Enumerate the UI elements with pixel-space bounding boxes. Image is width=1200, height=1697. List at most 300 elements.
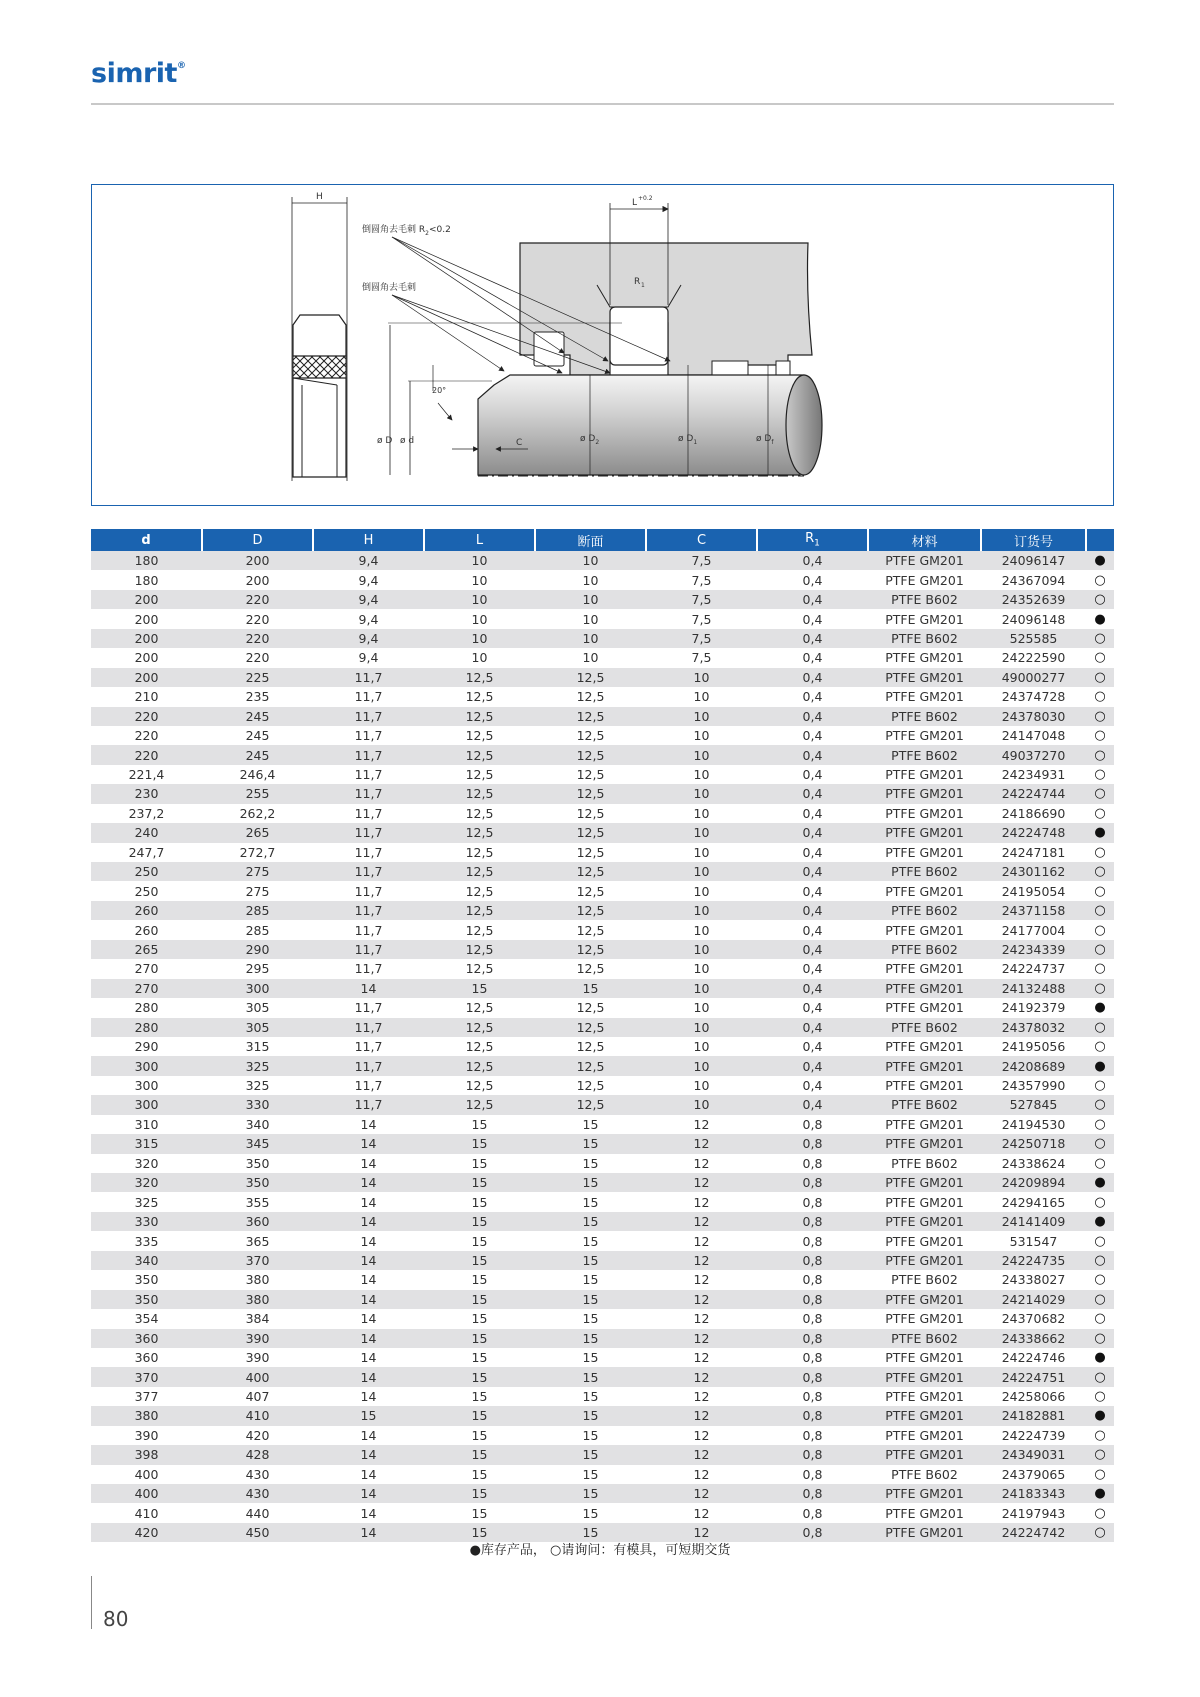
col-header-R1: $R_1$ <box>757 529 868 551</box>
cell-material: PTFE GM201 <box>868 1231 981 1250</box>
cell-D: 235 <box>202 687 313 706</box>
cell-order-number: 24378032 <box>981 1018 1086 1037</box>
table-row <box>91 551 1114 570</box>
page-number: 80 <box>103 1607 129 1631</box>
dim-L-tol: +0.2 <box>638 195 653 202</box>
cell-L: 15 <box>424 1192 535 1211</box>
cell-section: 12,5 <box>535 862 646 881</box>
cell-d: 398 <box>91 1445 202 1464</box>
cell-material: PTFE GM201 <box>868 1426 981 1445</box>
cell-H: 9,4 <box>313 609 424 628</box>
cell-R1: 0,8 <box>757 1484 868 1503</box>
cell-C: 7,5 <box>646 551 757 570</box>
table-row <box>91 1231 1114 1250</box>
table-row <box>91 881 1114 900</box>
cell-C: 12 <box>646 1290 757 1309</box>
cell-C: 10 <box>646 940 757 959</box>
table-row <box>91 940 1114 959</box>
cell-d: 247,7 <box>91 843 202 862</box>
cell-order-number: 24194530 <box>981 1115 1086 1134</box>
cell-order-number: 24195056 <box>981 1037 1086 1056</box>
cell-C: 10 <box>646 784 757 803</box>
table-row <box>91 1348 1114 1367</box>
cell-C: 10 <box>646 862 757 881</box>
cell-section: 10 <box>535 570 646 589</box>
table-row <box>91 1503 1114 1522</box>
cell-H: 14 <box>313 1192 424 1211</box>
cell-order-number: 24183343 <box>981 1484 1086 1503</box>
header-divider <box>91 103 1114 105</box>
cell-C: 12 <box>646 1523 757 1542</box>
cell-material: PTFE GM201 <box>868 1076 981 1095</box>
cell-order-number: 24224737 <box>981 959 1086 978</box>
cell-material: PTFE GM201 <box>868 1406 981 1425</box>
cell-C: 12 <box>646 1134 757 1153</box>
table-row <box>91 1018 1114 1037</box>
cell-H: 9,4 <box>313 648 424 667</box>
dim-Df: ø $D_f$ <box>756 434 774 446</box>
cell-material: PTFE GM201 <box>868 668 981 687</box>
cell-D: 255 <box>202 784 313 803</box>
cell-D: 285 <box>202 901 313 920</box>
cell-C: 10 <box>646 668 757 687</box>
cell-H: 11,7 <box>313 687 424 706</box>
cell-H: 14 <box>313 979 424 998</box>
cell-D: 225 <box>202 668 313 687</box>
cell-d: 290 <box>91 1037 202 1056</box>
cell-H: 14 <box>313 1426 424 1445</box>
cell-d: 420 <box>91 1523 202 1542</box>
cell-d: 180 <box>91 570 202 589</box>
table-row <box>91 765 1114 784</box>
cell-order-number: 24224746 <box>981 1348 1086 1367</box>
cell-R1: 0,8 <box>757 1154 868 1173</box>
cell-d: 200 <box>91 590 202 609</box>
cell-material: PTFE GM201 <box>868 648 981 667</box>
cell-C: 12 <box>646 1445 757 1464</box>
cell-availability: ○ <box>1086 765 1114 784</box>
cell-section: 15 <box>535 1231 646 1250</box>
cell-L: 10 <box>424 570 535 589</box>
cell-D: 220 <box>202 629 313 648</box>
cell-order-number: 24186690 <box>981 804 1086 823</box>
cell-R1: 0,8 <box>757 1406 868 1425</box>
cell-H: 14 <box>313 1445 424 1464</box>
cell-availability: ● <box>1086 551 1114 570</box>
cell-section: 15 <box>535 1523 646 1542</box>
cell-L: 15 <box>424 1154 535 1173</box>
cell-availability: ○ <box>1086 570 1114 589</box>
cell-R1: 0,8 <box>757 1523 868 1542</box>
cell-availability: ○ <box>1086 1387 1114 1406</box>
cell-order-number: 24247181 <box>981 843 1086 862</box>
table-header-row <box>91 529 1114 551</box>
cell-order-number: 24192379 <box>981 998 1086 1017</box>
dim-D1: ø $D_1$ <box>678 434 698 446</box>
cell-order-number: 24352639 <box>981 590 1086 609</box>
cell-L: 15 <box>424 1231 535 1250</box>
cell-section: 12,5 <box>535 959 646 978</box>
cell-C: 10 <box>646 1018 757 1037</box>
cell-R1: 0,8 <box>757 1348 868 1367</box>
table-row <box>91 1251 1114 1270</box>
cell-D: 450 <box>202 1523 313 1542</box>
cell-H: 11,7 <box>313 1037 424 1056</box>
cell-L: 10 <box>424 629 535 648</box>
cell-R1: 0,4 <box>757 959 868 978</box>
cell-material: PTFE GM201 <box>868 765 981 784</box>
cell-H: 14 <box>313 1251 424 1270</box>
cell-L: 12,5 <box>424 784 535 803</box>
cell-order-number: 24338027 <box>981 1270 1086 1289</box>
cell-L: 10 <box>424 551 535 570</box>
cell-availability: ● <box>1086 1173 1114 1192</box>
cell-C: 10 <box>646 920 757 939</box>
seal-installation-diagram <box>91 184 1114 506</box>
cell-R1: 0,4 <box>757 1037 868 1056</box>
cell-R1: 0,8 <box>757 1329 868 1348</box>
cell-R1: 0,4 <box>757 920 868 939</box>
cell-section: 15 <box>535 1309 646 1328</box>
cell-availability: ○ <box>1086 1231 1114 1250</box>
cell-C: 10 <box>646 881 757 900</box>
cell-R1: 0,8 <box>757 1445 868 1464</box>
cell-section: 15 <box>535 1173 646 1192</box>
cell-order-number: 24224748 <box>981 823 1086 842</box>
availability-legend: ●库存产品， ○请询问：有模具，可短期交货 <box>469 1543 731 1558</box>
cell-d: 280 <box>91 998 202 1017</box>
col-header-order-number: 订货号 <box>981 529 1086 551</box>
cell-section: 12,5 <box>535 881 646 900</box>
cell-R1: 0,4 <box>757 784 868 803</box>
cell-C: 12 <box>646 1212 757 1231</box>
cell-L: 12,5 <box>424 998 535 1017</box>
cell-D: 200 <box>202 551 313 570</box>
cell-order-number: 24250718 <box>981 1134 1086 1153</box>
cell-d: 300 <box>91 1056 202 1075</box>
shaft <box>478 375 809 475</box>
cell-material: PTFE GM201 <box>868 998 981 1017</box>
cell-H: 14 <box>313 1290 424 1309</box>
cell-R1: 0,8 <box>757 1270 868 1289</box>
cell-C: 7,5 <box>646 570 757 589</box>
table-row <box>91 1329 1114 1348</box>
col-header-material: 材料 <box>868 529 981 551</box>
cell-material: PTFE B602 <box>868 1095 981 1114</box>
cell-L: 12,5 <box>424 823 535 842</box>
brand-mark: ® <box>176 61 186 71</box>
cell-L: 12,5 <box>424 920 535 939</box>
cell-C: 10 <box>646 765 757 784</box>
cell-D: 275 <box>202 881 313 900</box>
cell-material: PTFE GM201 <box>868 1115 981 1134</box>
dim-D: ø D <box>377 436 393 446</box>
cell-L: 15 <box>424 1445 535 1464</box>
table-row <box>91 823 1114 842</box>
cell-d: 390 <box>91 1426 202 1445</box>
cell-d: 260 <box>91 920 202 939</box>
cell-L: 12,5 <box>424 668 535 687</box>
cell-material: PTFE GM201 <box>868 1309 981 1328</box>
cell-availability: ○ <box>1086 668 1114 687</box>
cell-D: 380 <box>202 1290 313 1309</box>
cell-material: PTFE GM201 <box>868 687 981 706</box>
cell-d: 220 <box>91 707 202 726</box>
table-row <box>91 998 1114 1017</box>
table-row <box>91 1387 1114 1406</box>
table-row <box>91 1192 1114 1211</box>
cell-material: PTFE GM201 <box>868 843 981 862</box>
cell-d: 250 <box>91 881 202 900</box>
cell-section: 12,5 <box>535 940 646 959</box>
cell-d: 265 <box>91 940 202 959</box>
cell-L: 15 <box>424 1348 535 1367</box>
cell-C: 12 <box>646 1348 757 1367</box>
col-header-d: d <box>91 529 202 551</box>
cell-R1: 0,8 <box>757 1367 868 1386</box>
cell-D: 350 <box>202 1154 313 1173</box>
cell-D: 430 <box>202 1484 313 1503</box>
table-row <box>91 901 1114 920</box>
cell-D: 272,7 <box>202 843 313 862</box>
cell-C: 7,5 <box>646 629 757 648</box>
cell-C: 12 <box>646 1367 757 1386</box>
cell-section: 12,5 <box>535 765 646 784</box>
cell-d: 335 <box>91 1231 202 1250</box>
cell-R1: 0,8 <box>757 1173 868 1192</box>
table-row <box>91 1173 1114 1192</box>
cell-order-number: 24132488 <box>981 979 1086 998</box>
cell-D: 384 <box>202 1309 313 1328</box>
cell-availability: ○ <box>1086 1134 1114 1153</box>
cell-C: 10 <box>646 901 757 920</box>
cell-availability: ○ <box>1086 1523 1114 1542</box>
cell-material: PTFE GM201 <box>868 1056 981 1075</box>
cell-C: 10 <box>646 979 757 998</box>
cell-material: PTFE B602 <box>868 590 981 609</box>
cell-section: 12,5 <box>535 901 646 920</box>
cell-order-number: 24379065 <box>981 1465 1086 1484</box>
cell-R1: 0,4 <box>757 551 868 570</box>
cell-H: 14 <box>313 1348 424 1367</box>
table-row <box>91 1367 1114 1386</box>
cell-order-number: 24294165 <box>981 1192 1086 1211</box>
cell-material: PTFE B602 <box>868 1154 981 1173</box>
table-row <box>91 1445 1114 1464</box>
table-row <box>91 1037 1114 1056</box>
cell-availability: ○ <box>1086 862 1114 881</box>
cell-R1: 0,8 <box>757 1503 868 1522</box>
cell-L: 12,5 <box>424 765 535 784</box>
cell-d: 220 <box>91 745 202 764</box>
cell-H: 11,7 <box>313 998 424 1017</box>
cell-L: 12,5 <box>424 843 535 862</box>
cell-section: 12,5 <box>535 687 646 706</box>
cell-D: 245 <box>202 707 313 726</box>
cell-D: 246,4 <box>202 765 313 784</box>
cell-d: 220 <box>91 726 202 745</box>
cell-material: PTFE GM201 <box>868 726 981 745</box>
cell-material: PTFE GM201 <box>868 881 981 900</box>
cell-d: 350 <box>91 1270 202 1289</box>
cell-section: 15 <box>535 1212 646 1231</box>
cell-L: 12,5 <box>424 862 535 881</box>
cell-H: 14 <box>313 1523 424 1542</box>
cell-R1: 0,4 <box>757 726 868 745</box>
cell-d: 260 <box>91 901 202 920</box>
cell-R1: 0,4 <box>757 570 868 589</box>
cell-order-number: 24234339 <box>981 940 1086 959</box>
cell-H: 14 <box>313 1154 424 1173</box>
col-header-C: C <box>646 529 757 551</box>
cell-R1: 0,4 <box>757 862 868 881</box>
cell-R1: 0,4 <box>757 609 868 628</box>
cell-order-number: 24378030 <box>981 707 1086 726</box>
table-row <box>91 687 1114 706</box>
cell-order-number: 24338624 <box>981 1154 1086 1173</box>
table-row <box>91 1154 1114 1173</box>
cell-d: 360 <box>91 1329 202 1348</box>
cell-order-number: 525585 <box>981 629 1086 648</box>
cell-section: 15 <box>535 1406 646 1425</box>
cell-H: 11,7 <box>313 843 424 862</box>
cell-D: 340 <box>202 1115 313 1134</box>
col-header-L: L <box>424 529 535 551</box>
table-row <box>91 745 1114 764</box>
cell-D: 345 <box>202 1134 313 1153</box>
cell-D: 407 <box>202 1387 313 1406</box>
cell-section: 15 <box>535 1329 646 1348</box>
cell-D: 390 <box>202 1329 313 1348</box>
cell-H: 11,7 <box>313 745 424 764</box>
cell-C: 12 <box>646 1309 757 1328</box>
table-row <box>91 1426 1114 1445</box>
cell-section: 10 <box>535 629 646 648</box>
cell-L: 15 <box>424 1251 535 1270</box>
cell-R1: 0,8 <box>757 1309 868 1328</box>
table-row <box>91 959 1114 978</box>
cell-H: 11,7 <box>313 668 424 687</box>
cell-order-number: 24208689 <box>981 1056 1086 1075</box>
cell-availability: ○ <box>1086 804 1114 823</box>
dim-d: ø d <box>400 436 415 446</box>
cell-availability: ○ <box>1086 1445 1114 1464</box>
cell-availability: ○ <box>1086 1503 1114 1522</box>
cell-C: 12 <box>646 1115 757 1134</box>
cell-R1: 0,8 <box>757 1290 868 1309</box>
cell-material: PTFE B602 <box>868 1465 981 1484</box>
cell-order-number: 24209894 <box>981 1173 1086 1192</box>
cell-order-number: 24177004 <box>981 920 1086 939</box>
cell-availability: ○ <box>1086 1192 1114 1211</box>
cell-section: 15 <box>535 1270 646 1289</box>
cell-C: 12 <box>646 1484 757 1503</box>
cell-L: 15 <box>424 1309 535 1328</box>
cell-D: 220 <box>202 609 313 628</box>
note-deburr: 倒圆角去毛刺 <box>362 283 417 293</box>
cell-availability: ○ <box>1086 901 1114 920</box>
cell-D: 245 <box>202 726 313 745</box>
cell-C: 12 <box>646 1231 757 1250</box>
table-row <box>91 804 1114 823</box>
cell-H: 11,7 <box>313 765 424 784</box>
cell-section: 15 <box>535 1367 646 1386</box>
cell-L: 15 <box>424 979 535 998</box>
cell-C: 12 <box>646 1192 757 1211</box>
cell-availability: ○ <box>1086 1465 1114 1484</box>
cell-section: 15 <box>535 1503 646 1522</box>
cell-D: 305 <box>202 998 313 1017</box>
table-row <box>91 1290 1114 1309</box>
cell-H: 9,4 <box>313 629 424 648</box>
cell-availability: ○ <box>1086 629 1114 648</box>
cell-availability: ○ <box>1086 940 1114 959</box>
cell-material: PTFE GM201 <box>868 1173 981 1192</box>
cell-availability: ○ <box>1086 1115 1114 1134</box>
cell-L: 15 <box>424 1329 535 1348</box>
cell-R1: 0,4 <box>757 765 868 784</box>
cell-D: 295 <box>202 959 313 978</box>
cell-d: 250 <box>91 862 202 881</box>
cell-section: 12,5 <box>535 784 646 803</box>
cell-L: 12,5 <box>424 745 535 764</box>
cell-R1: 0,8 <box>757 1115 868 1134</box>
cell-C: 10 <box>646 843 757 862</box>
cell-d: 230 <box>91 784 202 803</box>
cell-L: 15 <box>424 1115 535 1134</box>
cell-L: 12,5 <box>424 1018 535 1037</box>
cell-d: 330 <box>91 1212 202 1231</box>
cell-H: 11,7 <box>313 1095 424 1114</box>
cell-R1: 0,4 <box>757 1095 868 1114</box>
cell-D: 330 <box>202 1095 313 1114</box>
cell-availability: ● <box>1086 609 1114 628</box>
cell-R1: 0,4 <box>757 940 868 959</box>
cell-material: PTFE B602 <box>868 862 981 881</box>
cell-H: 11,7 <box>313 862 424 881</box>
cell-L: 15 <box>424 1134 535 1153</box>
cell-section: 12,5 <box>535 998 646 1017</box>
table-row <box>91 1212 1114 1231</box>
cell-R1: 0,8 <box>757 1426 868 1445</box>
cell-L: 15 <box>424 1212 535 1231</box>
table-row <box>91 668 1114 687</box>
cell-order-number: 24224742 <box>981 1523 1086 1542</box>
cell-D: 265 <box>202 823 313 842</box>
cell-availability: ○ <box>1086 920 1114 939</box>
cell-D: 380 <box>202 1270 313 1289</box>
cell-availability: ○ <box>1086 1018 1114 1037</box>
cell-H: 11,7 <box>313 726 424 745</box>
cell-L: 10 <box>424 590 535 609</box>
cell-H: 14 <box>313 1329 424 1348</box>
cell-D: 440 <box>202 1503 313 1522</box>
cell-availability: ● <box>1086 1212 1114 1231</box>
cell-H: 14 <box>313 1484 424 1503</box>
cell-availability: ○ <box>1086 959 1114 978</box>
cell-H: 14 <box>313 1212 424 1231</box>
cell-L: 12,5 <box>424 959 535 978</box>
cell-availability: ○ <box>1086 745 1114 764</box>
cell-availability: ○ <box>1086 1251 1114 1270</box>
cell-order-number: 24096148 <box>981 609 1086 628</box>
cell-section: 10 <box>535 551 646 570</box>
page-number-rule <box>91 1576 92 1629</box>
cell-H: 11,7 <box>313 823 424 842</box>
cell-availability: ○ <box>1086 843 1114 862</box>
cell-H: 11,7 <box>313 707 424 726</box>
cell-d: 320 <box>91 1173 202 1192</box>
